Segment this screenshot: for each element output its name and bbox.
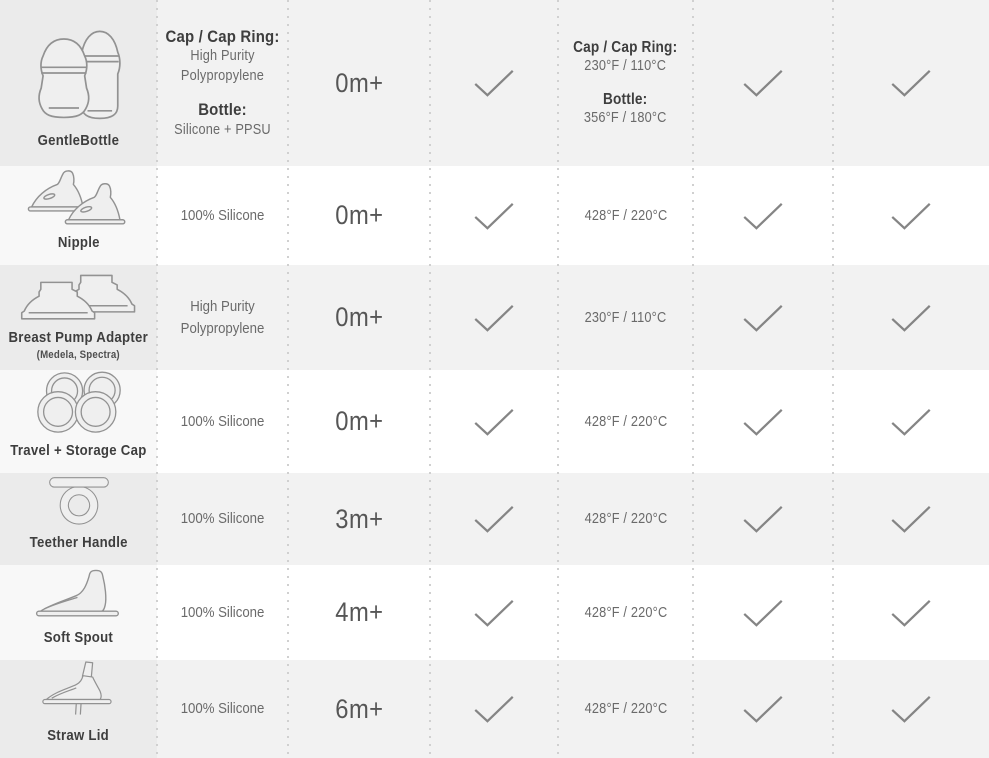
temp-cell <box>558 473 693 565</box>
checkmark-icon <box>889 68 933 98</box>
age-cell <box>288 0 430 166</box>
check-cell <box>430 166 558 265</box>
material-value: High Purity Polypropylene <box>180 48 265 84</box>
checkmark-icon <box>472 201 516 231</box>
product-cell <box>0 660 157 758</box>
column-divider <box>287 0 289 758</box>
check-cell <box>430 265 558 370</box>
check-cell <box>693 473 833 565</box>
check-cell <box>833 166 989 265</box>
table-row <box>0 565 989 660</box>
column-divider <box>692 0 694 758</box>
gentlebottle-icon <box>23 21 135 125</box>
checkmark-icon <box>889 201 933 231</box>
check-cell <box>430 660 558 758</box>
material-cell <box>157 265 288 370</box>
temp-value: 356°F / 180°C <box>584 109 667 126</box>
check-cell <box>693 565 833 660</box>
material-value: High Purity Polypropylene <box>180 297 265 337</box>
product-cell <box>0 473 157 565</box>
checkmark-icon <box>741 201 785 231</box>
material-cell <box>157 473 288 565</box>
table-row <box>0 265 989 370</box>
material-cell <box>157 166 288 265</box>
temp-cell <box>558 265 693 370</box>
age-cell <box>288 265 430 370</box>
product-name: Breast Pump Adapter <box>8 329 149 346</box>
temp-value: 428°F / 220°C <box>584 604 667 621</box>
product-name: GentleBottle <box>37 132 120 149</box>
material-value: 100% Silicone <box>180 412 265 430</box>
column-divider <box>156 0 158 758</box>
temp-cell <box>558 370 693 473</box>
checkmark-icon <box>741 68 785 98</box>
material-value: 100% Silicone <box>180 700 265 718</box>
checkmark-icon <box>741 504 785 534</box>
check-cell <box>430 0 558 166</box>
temp-cell <box>558 166 693 265</box>
checkmark-icon <box>889 598 933 628</box>
nipple-icon <box>20 166 138 227</box>
product-cell <box>0 265 157 370</box>
table-row <box>0 473 989 565</box>
table-row <box>0 660 989 758</box>
product-subname: (Medela, Spectra) <box>36 349 121 361</box>
checkmark-icon <box>472 694 516 724</box>
check-cell <box>833 265 989 370</box>
product-name: Soft Spout <box>43 629 114 646</box>
product-cell <box>0 370 157 473</box>
checkmark-icon <box>472 407 516 437</box>
checkmark-icon <box>741 694 785 724</box>
check-cell <box>693 265 833 370</box>
temp-value: 230°F / 110°C <box>584 57 667 74</box>
material-value: Silicone + PPSU <box>174 121 271 138</box>
breast-pump-adapter-icon <box>16 265 142 324</box>
temp-label: Cap / Cap Ring: <box>573 38 678 56</box>
straw-lid-icon <box>24 660 134 720</box>
column-divider <box>429 0 431 758</box>
checkmark-icon <box>889 303 933 333</box>
check-cell <box>430 565 558 660</box>
check-cell <box>693 0 833 166</box>
check-cell <box>833 565 989 660</box>
temp-cell <box>558 660 693 758</box>
age-value: 3m+ <box>334 503 384 534</box>
table-row <box>0 370 989 473</box>
temp-cell <box>558 565 693 660</box>
product-cell <box>0 166 157 265</box>
age-cell <box>288 660 430 758</box>
age-value: 0m+ <box>334 200 384 230</box>
age-cell <box>288 370 430 473</box>
material-cell <box>157 0 288 166</box>
age-cell <box>288 473 430 565</box>
checkmark-icon <box>889 694 933 724</box>
material-label: Cap / Cap Ring: <box>165 26 280 46</box>
check-cell <box>430 370 558 473</box>
age-value: 6m+ <box>334 693 384 724</box>
age-value: 4m+ <box>334 597 384 627</box>
check-cell <box>693 166 833 265</box>
product-name: Nipple <box>57 234 100 251</box>
temp-value: 230°F / 110°C <box>584 309 667 326</box>
check-cell <box>430 473 558 565</box>
checkmark-icon <box>472 68 516 98</box>
age-cell <box>288 565 430 660</box>
checkmark-icon <box>472 598 516 628</box>
material-label: Bottle: <box>198 100 247 120</box>
material-value: 100% Silicone <box>180 603 265 621</box>
table-row <box>0 0 989 166</box>
check-cell <box>833 660 989 758</box>
checkmark-icon <box>472 504 516 534</box>
material-value: 100% Silicone <box>180 206 265 224</box>
material-value: 100% Silicone <box>180 510 265 528</box>
check-cell <box>833 473 989 565</box>
age-value: 0m+ <box>334 302 384 332</box>
check-cell <box>833 370 989 473</box>
material-cell <box>157 565 288 660</box>
temp-label: Bottle: <box>603 90 648 108</box>
temp-value: 428°F / 220°C <box>584 413 667 430</box>
checkmark-icon <box>472 303 516 333</box>
checkmark-icon <box>889 504 933 534</box>
table-row <box>0 166 989 265</box>
material-cell <box>157 660 288 758</box>
checkmark-icon <box>741 598 785 628</box>
temp-value: 428°F / 220°C <box>584 701 667 717</box>
product-cell <box>0 565 157 660</box>
product-name: Travel + Storage Cap <box>10 442 147 459</box>
temp-value: 428°F / 220°C <box>584 207 667 224</box>
column-divider <box>832 0 834 758</box>
temp-value: 428°F / 220°C <box>584 511 667 527</box>
checkmark-icon <box>889 407 933 437</box>
temp-cell <box>558 0 693 166</box>
column-divider <box>557 0 559 758</box>
checkmark-icon <box>741 407 785 437</box>
teether-handle-icon <box>35 473 123 527</box>
checkmark-icon <box>741 303 785 333</box>
age-cell <box>288 166 430 265</box>
check-cell <box>693 370 833 473</box>
product-cell <box>0 0 157 166</box>
material-cell <box>157 370 288 473</box>
check-cell <box>833 0 989 166</box>
product-name: Straw Lid <box>47 727 110 744</box>
travel-storage-cap-icon <box>23 370 135 435</box>
soft-spout-icon <box>23 565 135 622</box>
check-cell <box>693 660 833 758</box>
product-name: Teether Handle <box>29 534 128 551</box>
age-value: 0m+ <box>334 67 384 98</box>
age-value: 0m+ <box>334 406 384 436</box>
